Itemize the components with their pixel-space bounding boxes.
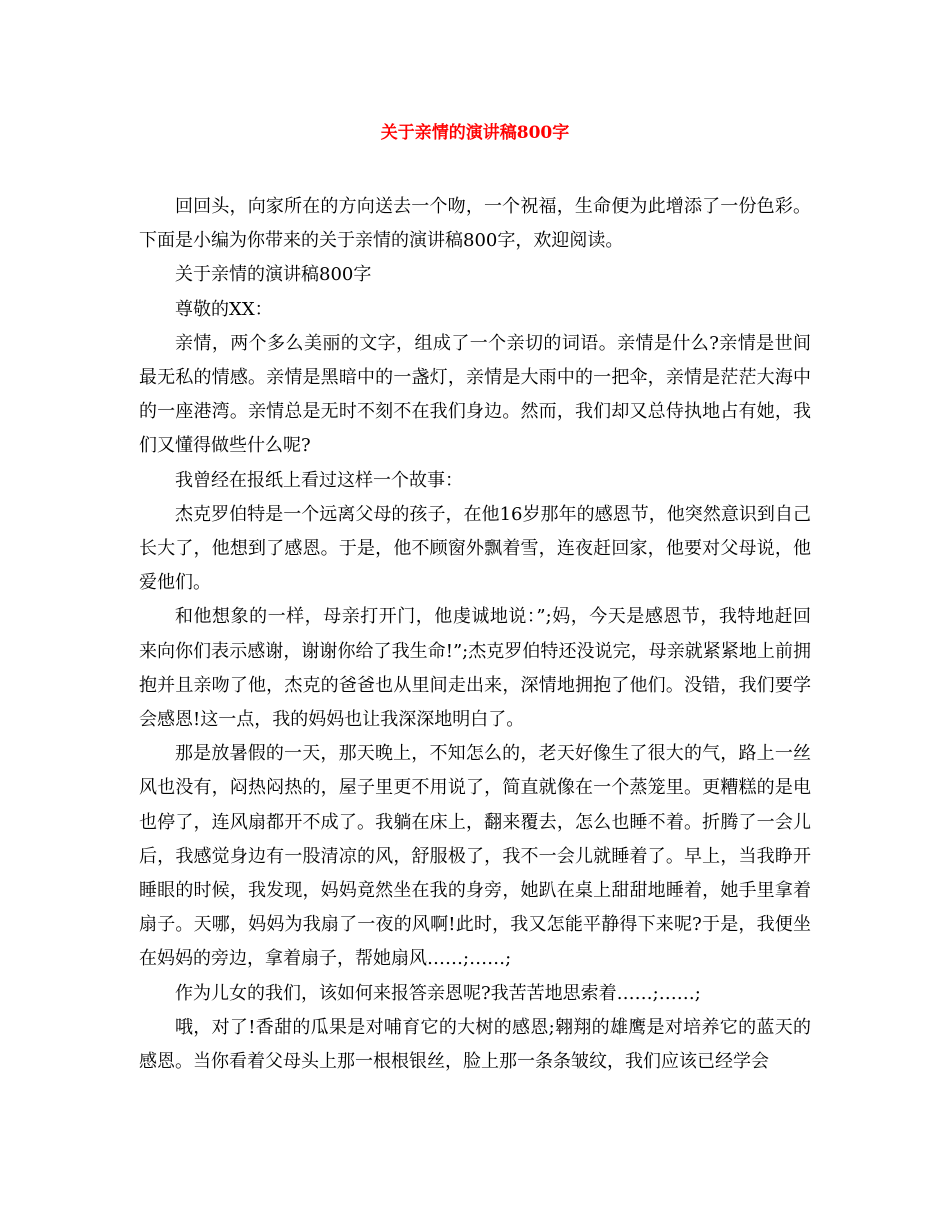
paragraph-salutation: 尊敬的XX： [175,298,273,320]
document-body [139,190,811,1079]
paragraph-body: 作为儿女的我们，该如何来报答亲恩呢?我苦苦地思索着……;……; [175,982,701,1004]
paragraph-body: 那是放暑假的一天，那天晚上，不知怎么的，老天好像生了很大的气，路上一丝风也没有，闷热闷热的，屋子里更不用说了，简直就像在一个蒸笼里。更糟糕的是电也停了，连风扇都开不成了。我躺在床上，翻来覆去，怎么也睡不着。折腾了一会儿后，我感觉身边有一股清凉的风，舒服极了，我不一会儿就睡着了。早上，当我睁开睡眼的时候，我发现，妈妈竟然坐在我的身旁，她趴在桌上甜甜地睡着，她手里拿着扇子。天哪，妈妈为我扇了一夜的风啊!此时，我又怎能平静得下来呢?于是，我便坐在妈妈的旁边，拿着扇子，帮她扇风……;……; [139,743,811,970]
paragraph-body: 和他想象的一样，母亲打开门，他虔诚地说：”;妈，今天是感恩节，我特地赶回来向你们表示感谢，谢谢你给了我生命!”;杰克罗伯特还没说完，母亲就紧紧地上前拥抱并且亲吻了他，杰克的爸爸也从里间走出来，深情地拥抱了他们。没错，我们要学会感恩!这一点，我的妈妈也让我深深地明白了。 [139,606,811,731]
document-title: 关于亲情的演讲稿800字 [380,123,570,143]
paragraph-body: 杰克罗伯特是一个远离父母的孩子，在他16岁那年的感恩节，他突然意识到自己长大了，他想到了感恩。于是，他不顾窗外飘着雪，连夜赶回家，他要对父母说，他爱他们。 [139,503,811,594]
paragraph-intro: 回回头，向家所在的方向送去一个吻，一个祝福，生命便为此增添了一份色彩。下面是小编为你带来的关于亲情的演讲稿800字，欢迎阅读。 [139,196,811,252]
paragraph-body: 我曾经在报纸上看过这样一个故事： [175,469,463,491]
paragraph-body: 亲情，两个多么美丽的文字，组成了一个亲切的词语。亲情是什么?亲情是世间最无私的情感。亲情是黑暗中的一盏灯，亲情是大雨中的一把伞，亲情是茫茫大海中的一座港湾。亲情总是无时不刻不在我们身边。然而，我们却又总侍执地占有她，我们又懂得做些什么呢? [139,332,811,457]
paragraph-body: 哦，对了!香甜的瓜果是对哺育它的大树的感恩;翱翔的雄鹰是对培养它的蓝天的感恩。当你看着父母头上那一根根银丝，脸上那一条条皱纹，我们应该已经学会 [139,1016,811,1073]
paragraph-subtitle: 关于亲情的演讲稿800字 [175,264,372,286]
